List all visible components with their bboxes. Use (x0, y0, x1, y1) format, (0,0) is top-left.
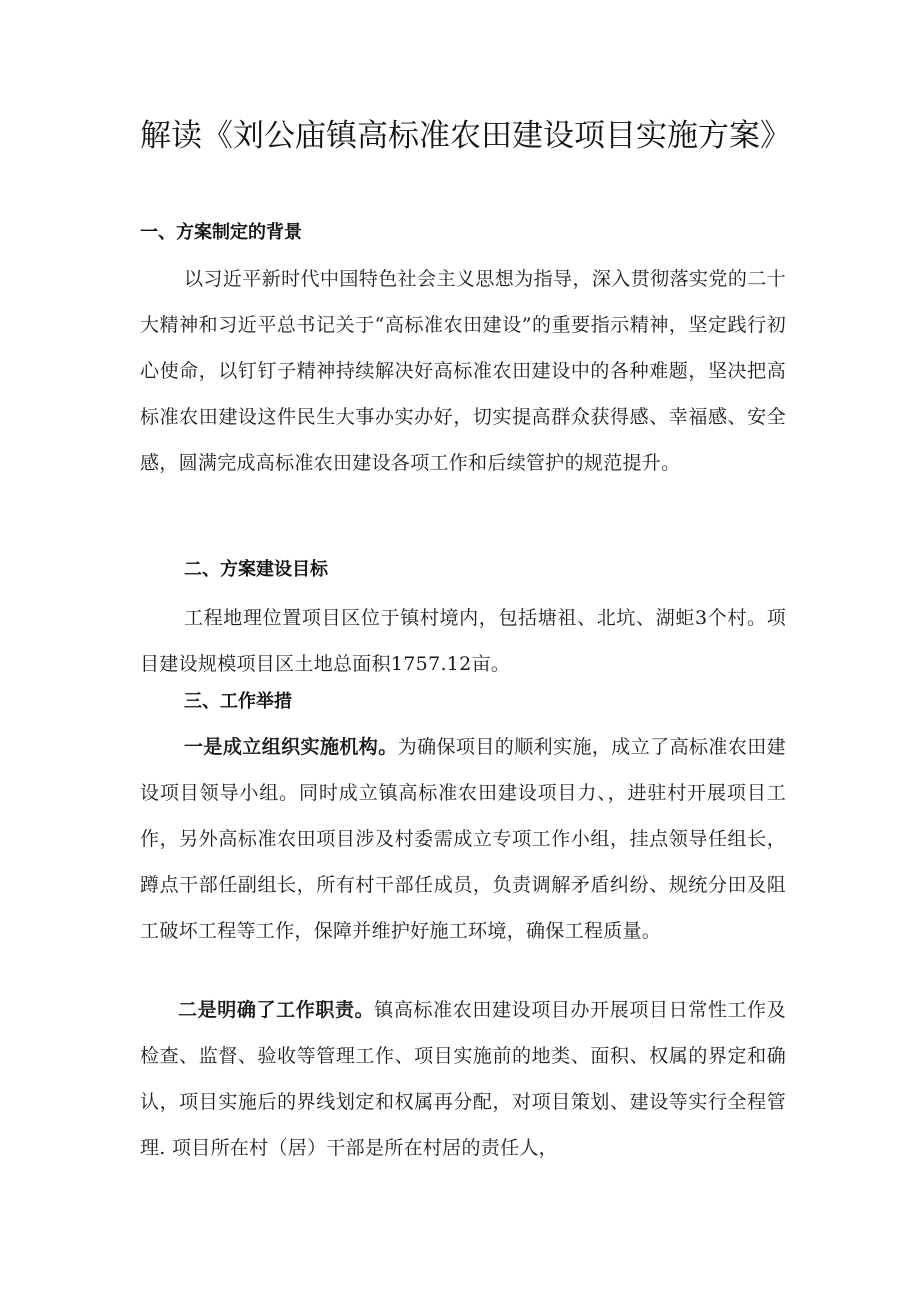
paragraph-text: 镇高标准农田建设项目办开展项目日常性工作及检查、监督、验收等管理工作、项目实施前的地类、面积、权属的界定和确认，项目实施后的界线划定和权属再分配，对项目策划、建设等实行全程管理. 项目所在村（居）干部是所在村居的责任人， (140, 999, 786, 1159)
section-heading-measures: 三、工作举措 (184, 691, 292, 712)
paragraph-text: 工程地理位置项目区位于镇村境内，包括塘祖、北坑、湖蚷3个村。项目建设规模项目区土地总面积1757.12亩。 (140, 607, 786, 675)
document-title: 解读《刘公庙镇高标准农田建设项目实施方案》 (140, 118, 791, 154)
section-heading-background: 一、方案制定的背景 (140, 222, 302, 243)
paragraph-measure-1 (140, 724, 786, 954)
paragraph-text: 为确保项目的顺利实施，成立了高标准农田建设项目领导小组。同时成立镇高标准农田建设项目力、，进驻村开展项目工作，另外高标准农田项目涉及村委需成立专项工作小组，挂点领导任组长，蹲点干部任副组长，所有村干部任成员，负责调解矛盾纠纷、规统分田及阻工破坏工程等工作，保障并维护好施工环境，确保工程质量。 (140, 736, 786, 942)
paragraph-lead: 一是成立组织实施机构。 (184, 736, 398, 758)
paragraph-text: 以习近平新时代中国特色社会主义思想为指导，深入贯彻落实党的二十大精神和习近平总书记关于“高标准农田建设”的重要指示精神，坚定践行初心使命，以钉钉子精神持续解决好高标准农田建设中的各种难题，坚决把高标准农田建设这件民生大事办实办好，切实提高群众获得感、幸福感、安全感，圆满完成高标准农田建设各项工作和后续管护的规范提升。 (140, 268, 786, 474)
paragraph-measure-2 (140, 987, 786, 1171)
paragraph-lead: 二是明确了工作职责。 (178, 999, 375, 1021)
paragraph-background (140, 256, 786, 486)
section-heading-goal: 二、方案建设目标 (184, 559, 328, 580)
paragraph-goal (140, 595, 786, 687)
